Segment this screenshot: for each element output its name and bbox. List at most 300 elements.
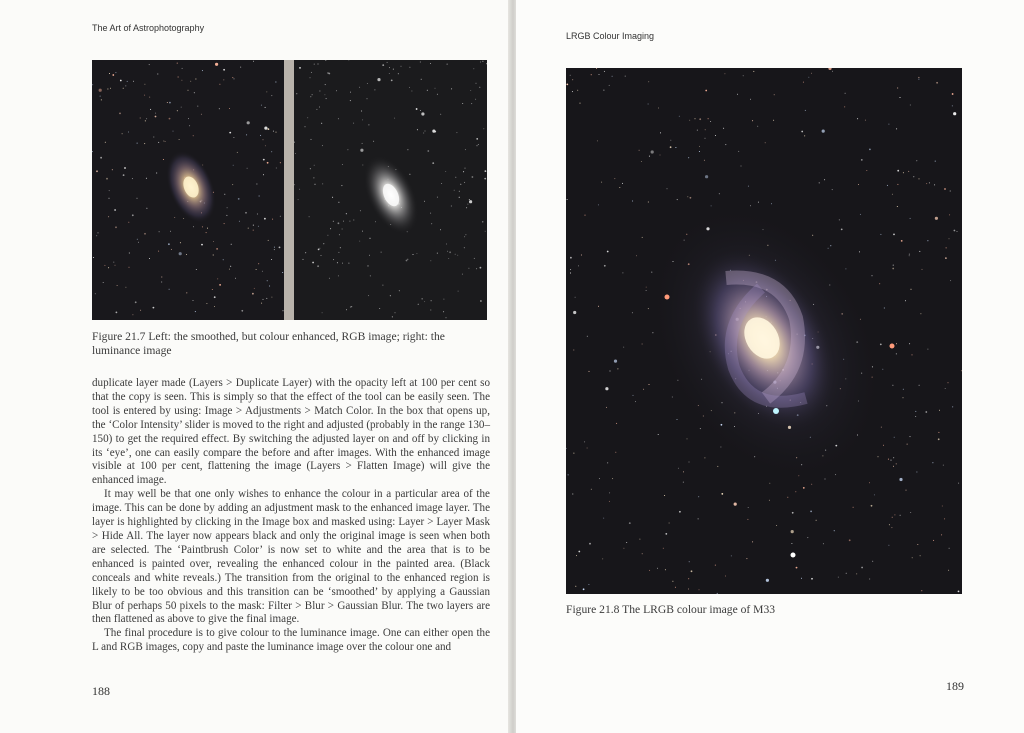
star [929, 182, 930, 183]
star [271, 95, 272, 96]
star [447, 64, 448, 65]
star [217, 278, 218, 279]
figure-21-8-image [566, 68, 962, 594]
star [180, 242, 181, 243]
star [268, 240, 269, 241]
star [573, 350, 574, 351]
star [309, 216, 310, 217]
star [626, 542, 627, 543]
star [905, 300, 906, 301]
star [193, 135, 194, 136]
star [398, 73, 399, 74]
star [350, 307, 351, 308]
star [155, 116, 157, 118]
star [454, 190, 455, 191]
star [747, 519, 748, 520]
star [632, 201, 633, 202]
left-page [0, 0, 510, 733]
star [717, 466, 718, 467]
star [158, 142, 159, 143]
star [483, 128, 484, 129]
star [279, 247, 281, 249]
star [591, 489, 592, 490]
star [880, 234, 881, 235]
star [824, 179, 825, 180]
star [333, 259, 334, 260]
star [123, 174, 125, 176]
star [96, 235, 97, 236]
star [266, 91, 267, 92]
star [860, 214, 861, 215]
star [128, 132, 129, 133]
star [248, 228, 249, 229]
star [342, 229, 343, 230]
star [897, 184, 898, 185]
star [949, 214, 950, 215]
star [268, 128, 270, 130]
star [901, 240, 903, 242]
star [695, 118, 696, 119]
star [578, 551, 580, 553]
star [657, 568, 658, 569]
star [310, 168, 311, 169]
star [591, 74, 592, 75]
star [469, 200, 472, 203]
star [723, 128, 724, 129]
star [455, 254, 456, 255]
star [476, 83, 477, 84]
star [934, 184, 935, 185]
star [140, 310, 141, 311]
star [913, 176, 914, 177]
star [738, 151, 739, 152]
star [646, 290, 647, 291]
star [362, 119, 363, 120]
star [678, 468, 679, 469]
star [108, 267, 109, 268]
star [232, 77, 233, 78]
star [407, 259, 408, 260]
star [233, 165, 234, 166]
star [725, 576, 726, 577]
star [766, 579, 769, 582]
star [324, 94, 325, 95]
paragraph: It may well be that one only wishes to enhance the colour in a particular area of the image. This can be done by adding an adjustment mask to the enhanced image layer. The layer is highlighted by clicking in the Image box and masked using: Layer > Layer Mask > Hide All. The layer now appears black and only the original image is seen when both are selected. The ‘Paintbrush Color’ is now set to white and the area that is to be enhanced is painted over, revealing the enhanced colour in the painted area. (Black conceals and white reveals.) The transition from the original to the enhanced region is likely to be too obvious and this transition can be ‘smoothed’ by applying a Gaussian Blur of perhaps 50 pixels to the mask: Filter > Blur > Gaussian Blur. The two layers are then flattened as above to give the final image. [92, 488, 490, 626]
star [233, 137, 234, 138]
star [816, 520, 817, 521]
star [753, 71, 754, 72]
star [422, 298, 423, 299]
star [683, 482, 684, 483]
star [812, 235, 813, 236]
star [589, 543, 591, 545]
star [689, 120, 690, 121]
star [213, 255, 214, 256]
star [717, 593, 718, 594]
star [687, 438, 688, 439]
star [169, 118, 171, 120]
star [275, 82, 276, 83]
star [844, 106, 845, 107]
star [857, 118, 858, 119]
star [310, 77, 311, 78]
star [961, 370, 962, 371]
star [883, 445, 884, 446]
star [480, 62, 481, 63]
star [623, 548, 624, 549]
star [258, 226, 259, 227]
star [879, 283, 880, 284]
star [417, 129, 418, 130]
star [165, 141, 166, 142]
star [892, 385, 893, 386]
m33-galaxy-image [566, 68, 962, 594]
star [570, 273, 571, 274]
star [343, 221, 344, 222]
star [394, 118, 395, 119]
star [124, 167, 126, 169]
star [179, 139, 180, 140]
star [769, 500, 770, 501]
star [437, 94, 438, 95]
star [219, 108, 220, 109]
star [567, 199, 568, 200]
star [801, 131, 803, 133]
star [122, 133, 123, 134]
star [116, 312, 118, 314]
star [841, 229, 843, 231]
star [915, 416, 916, 417]
star [133, 81, 134, 82]
star [479, 87, 480, 88]
star [425, 131, 426, 132]
star [298, 199, 299, 200]
star [137, 143, 138, 144]
star [578, 265, 579, 266]
star [899, 478, 902, 481]
star [235, 278, 236, 279]
star [263, 299, 264, 300]
star [387, 62, 388, 63]
star [705, 90, 707, 92]
star [462, 103, 463, 104]
star [294, 184, 295, 185]
star [409, 174, 410, 175]
star [342, 164, 343, 165]
star [888, 545, 889, 546]
rgb-galaxy-image [92, 60, 284, 320]
star [266, 298, 267, 299]
star [311, 72, 312, 73]
star [232, 184, 233, 185]
star [872, 561, 873, 562]
star [639, 150, 640, 151]
star [347, 149, 348, 150]
star [201, 244, 203, 246]
star [710, 121, 711, 122]
star [421, 112, 424, 115]
star [339, 234, 340, 235]
star [683, 471, 684, 472]
figure-21-8-caption: Figure 21.8 The LRGB colour image of M33 [566, 603, 776, 616]
star [105, 142, 106, 143]
star [839, 219, 840, 220]
star [918, 77, 919, 78]
star [705, 129, 706, 130]
star [326, 98, 327, 99]
star [942, 506, 943, 507]
star [480, 267, 482, 269]
star [465, 168, 466, 169]
star [642, 344, 643, 345]
star [420, 110, 421, 111]
star [449, 251, 451, 253]
star [910, 512, 911, 513]
star [224, 223, 225, 224]
star [108, 216, 109, 217]
star [273, 131, 274, 132]
star [350, 100, 351, 101]
star [649, 156, 650, 157]
star [838, 577, 839, 578]
star [641, 161, 642, 162]
star [804, 135, 805, 136]
star [688, 578, 689, 579]
star [316, 109, 317, 110]
star [935, 161, 936, 162]
star [264, 127, 267, 130]
star [602, 558, 603, 559]
star [699, 589, 700, 590]
star [939, 410, 940, 411]
paragraph: The final procedure is to give colour to the luminance image. One can either open the L and RGB images, copy and paste the luminance image over the colour one and [92, 627, 490, 654]
star [307, 117, 308, 118]
star [112, 74, 114, 76]
star [430, 310, 431, 311]
star [338, 202, 339, 203]
star [368, 266, 369, 267]
star [381, 252, 382, 253]
star [341, 185, 342, 186]
star [896, 343, 897, 344]
star [437, 253, 438, 254]
star [201, 114, 202, 115]
star [903, 172, 904, 173]
star [389, 73, 390, 74]
star [92, 84, 93, 85]
star [946, 247, 947, 248]
star [252, 293, 254, 295]
star [348, 263, 349, 264]
star [598, 204, 599, 205]
star [149, 64, 150, 65]
star [909, 254, 910, 255]
star [795, 491, 796, 492]
star [746, 558, 747, 559]
star [382, 64, 384, 66]
star [606, 407, 607, 408]
star [114, 209, 116, 211]
star [468, 268, 469, 269]
star [214, 296, 216, 298]
star [274, 247, 275, 248]
star [368, 295, 369, 296]
star [580, 103, 581, 104]
star [803, 82, 804, 83]
star [360, 149, 363, 152]
star [834, 530, 835, 531]
star [145, 120, 146, 121]
star [196, 269, 197, 270]
star [120, 80, 122, 82]
star [253, 61, 254, 62]
star [801, 578, 802, 579]
star [296, 93, 297, 94]
star [100, 157, 102, 159]
star [952, 406, 953, 407]
star [219, 284, 221, 286]
star [271, 151, 272, 152]
star [903, 389, 904, 390]
star [699, 146, 700, 147]
star [338, 118, 339, 119]
star [330, 228, 331, 229]
star [132, 214, 134, 216]
star [467, 204, 468, 205]
star [663, 548, 664, 549]
star [437, 197, 438, 198]
star [188, 118, 189, 119]
star [395, 312, 396, 313]
star [920, 313, 921, 314]
star [423, 133, 424, 134]
star [144, 95, 145, 96]
star [897, 88, 898, 89]
star [622, 183, 623, 184]
star [149, 97, 150, 98]
star [643, 389, 644, 390]
star [409, 67, 410, 68]
star [910, 105, 911, 106]
star [614, 360, 617, 363]
star [169, 289, 170, 290]
star [464, 236, 465, 237]
star [340, 247, 341, 248]
star [750, 99, 751, 100]
star [312, 262, 314, 264]
star [253, 230, 254, 231]
star [871, 505, 873, 507]
star [845, 268, 846, 269]
star [231, 244, 232, 245]
star [893, 234, 895, 236]
star [123, 88, 124, 89]
star [705, 138, 706, 139]
star [115, 265, 116, 266]
star [945, 257, 947, 259]
star [858, 184, 859, 185]
star [572, 91, 573, 92]
star [470, 90, 471, 91]
star [919, 385, 920, 386]
star [648, 202, 649, 203]
star [893, 457, 894, 458]
star [677, 419, 678, 420]
star [698, 496, 699, 497]
star [112, 169, 113, 170]
luminance-galaxy-image [294, 60, 487, 320]
star [704, 457, 705, 458]
star [465, 234, 466, 235]
star [144, 233, 146, 235]
star [669, 523, 670, 524]
star [570, 257, 572, 259]
star [887, 185, 888, 186]
star [456, 132, 457, 133]
star [954, 230, 956, 232]
star [672, 581, 673, 582]
star [119, 113, 121, 115]
star [660, 132, 661, 133]
star [271, 259, 272, 260]
star [948, 570, 949, 571]
star [155, 113, 156, 114]
star [169, 102, 171, 104]
star [237, 152, 238, 153]
star [202, 226, 203, 227]
star [373, 141, 374, 142]
star [896, 463, 897, 464]
star [374, 89, 375, 90]
star [156, 173, 157, 174]
star [932, 462, 933, 463]
star [679, 511, 681, 513]
star [212, 289, 213, 290]
star [773, 120, 774, 121]
star [791, 543, 792, 544]
star [958, 483, 959, 484]
star [699, 151, 700, 152]
star [573, 453, 574, 454]
star [418, 304, 419, 305]
star [158, 251, 159, 252]
star [451, 88, 452, 89]
star [229, 132, 231, 134]
star [704, 160, 705, 161]
star [463, 171, 464, 172]
star [127, 81, 128, 82]
star [150, 109, 151, 110]
star [189, 125, 190, 126]
star [207, 228, 208, 229]
star [896, 128, 897, 129]
star [691, 570, 693, 572]
star [938, 432, 939, 433]
star [792, 512, 794, 514]
star [475, 99, 476, 100]
star [274, 249, 275, 250]
star [430, 63, 431, 64]
figure-divider [284, 60, 294, 320]
figure-21-7-rgb-panel [92, 60, 284, 320]
star [153, 137, 154, 138]
star [660, 155, 661, 156]
star [399, 290, 400, 291]
star [575, 297, 576, 298]
star [576, 555, 577, 556]
star [389, 67, 390, 68]
star [349, 221, 350, 222]
